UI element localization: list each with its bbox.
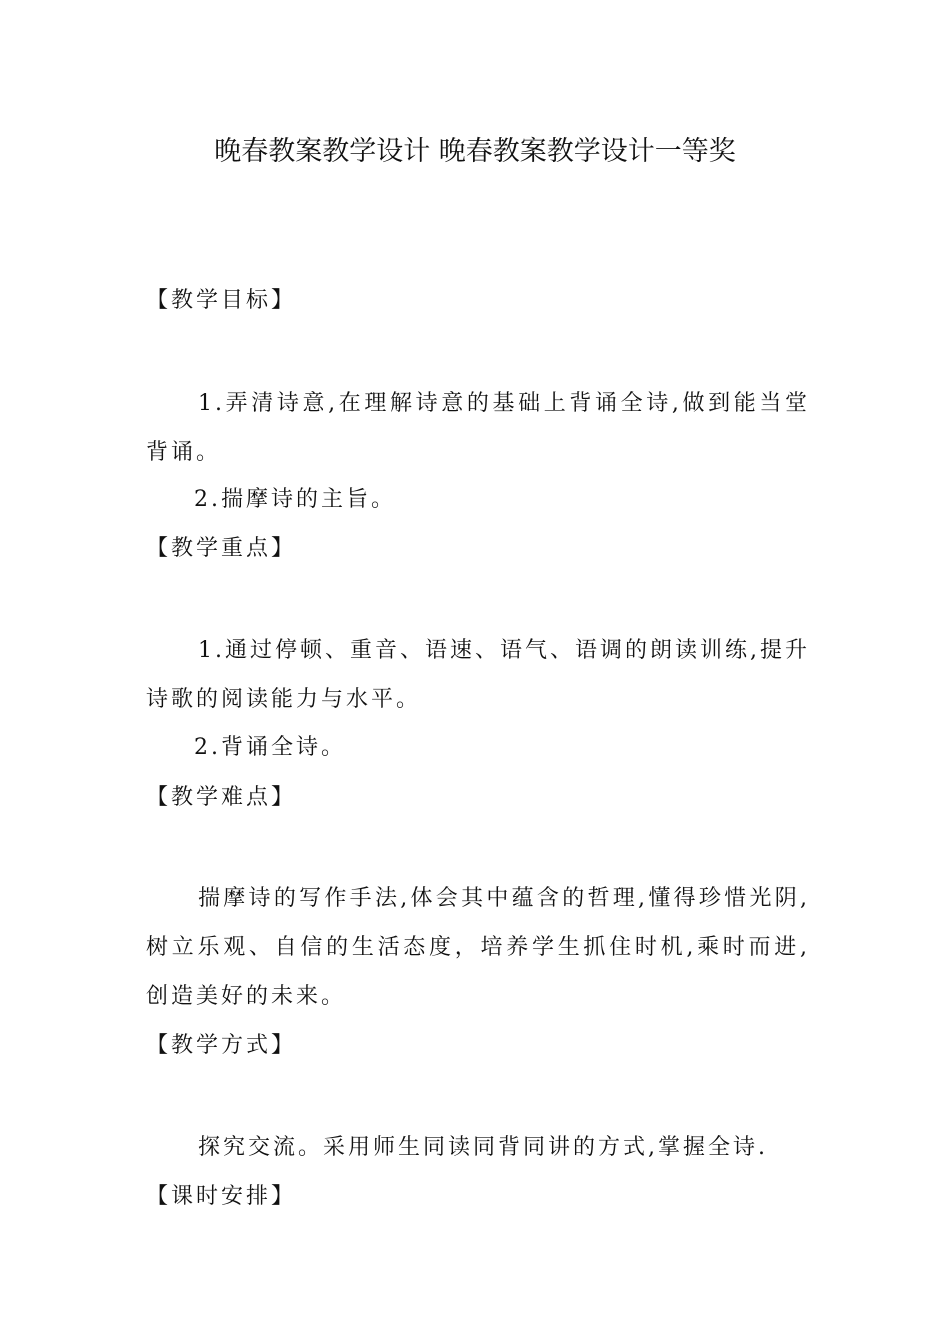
section-heading-difficulties: 【教学难点】: [146, 785, 297, 810]
section-heading-method: 【教学方式】: [146, 1033, 297, 1058]
section-heading-objectives: 【教学目标】: [146, 288, 297, 313]
paragraph-key-point-1: 1.通过停顿、重音、语速、语气、语调的朗读训练,提升诗歌的阅读能力与水平。: [146, 638, 810, 712]
paragraph-difficulty: 揣摩诗的写作手法,体会其中蕴含的哲理,懂得珍惜光阴,树立乐观、自信的生活态度，培养学生抓住时机,乘时而进,创造美好的未来。: [146, 886, 810, 1009]
paragraph-objective-1: 1.弄清诗意,在理解诗意的基础上背诵全诗,做到能当堂背诵。: [146, 391, 810, 465]
section-heading-key-points: 【教学重点】: [146, 536, 297, 561]
paragraph-key-point-2: 2.背诵全诗。: [194, 735, 346, 760]
paragraph-method: 探究交流。采用师生同读同背同讲的方式,掌握全诗.: [198, 1135, 768, 1160]
page-title: 晚春教案教学设计 晚春教案教学设计一等奖: [214, 136, 736, 167]
paragraph-objective-2: 2.揣摩诗的主旨。: [194, 487, 396, 512]
section-heading-schedule: 【课时安排】: [146, 1184, 297, 1209]
